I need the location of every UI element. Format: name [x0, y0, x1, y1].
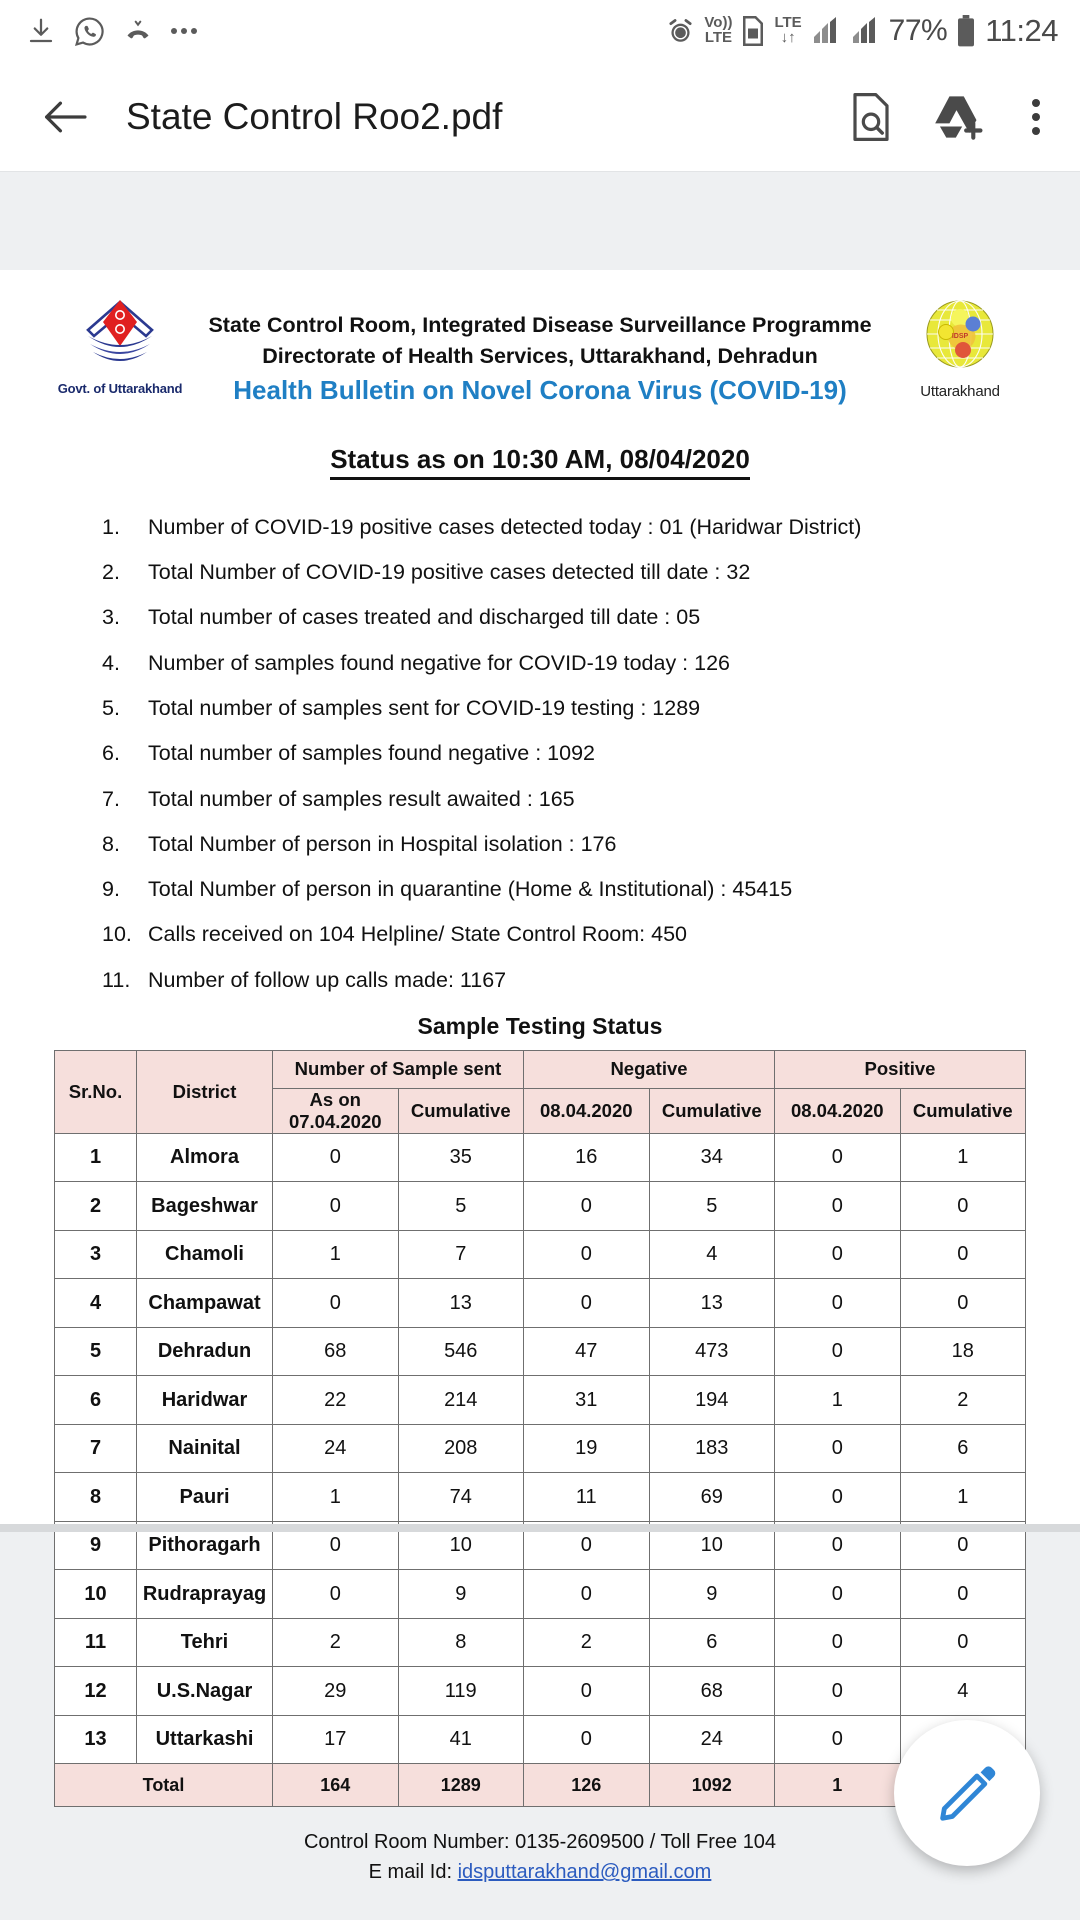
list-item-text: Total number of samples result awaited : 165 [148, 786, 575, 811]
battery-icon [956, 15, 976, 47]
cell-sent-cum: 208 [398, 1424, 524, 1473]
cell-pos-day: 1 [775, 1376, 901, 1425]
cell-sr: 13 [55, 1715, 137, 1764]
cell-sent-day: 22 [273, 1376, 399, 1425]
bulletin-title: Health Bulletin on Novel Corona Virus (COVID-19) [233, 375, 847, 406]
govt-uttarakhand-logo [54, 296, 186, 396]
cell-district: Pauri [137, 1473, 273, 1522]
list-item [102, 560, 1026, 586]
cell-pos-cum: 18 [900, 1327, 1026, 1376]
table-row [55, 1424, 1026, 1473]
sim-card-icon [741, 16, 765, 46]
list-item [102, 968, 1026, 994]
cell-pos-day: 0 [775, 1327, 901, 1376]
cell-neg-day: 2 [524, 1618, 650, 1667]
table-row [55, 1715, 1026, 1764]
list-item-text: Number of COVID-19 positive cases detected today : 01 (Haridwar District) [148, 514, 862, 539]
cell-total-label: Total [55, 1764, 273, 1807]
cell-sr: 8 [55, 1473, 137, 1522]
whatsapp-icon [74, 16, 105, 47]
col-sr-no: Sr.No. [55, 1050, 137, 1133]
cell-neg-day: 16 [524, 1133, 650, 1182]
cell-pos-cum: 6 [900, 1424, 1026, 1473]
cell-district: Almora [137, 1133, 273, 1182]
cell-sr: 6 [55, 1376, 137, 1425]
cell-sent-day: 0 [273, 1521, 399, 1570]
cell-sr: 10 [55, 1570, 137, 1619]
list-item-number: 11. [102, 967, 131, 992]
idsp-uttarakhand-logo [894, 296, 1026, 400]
govt-logo-caption: Govt. of Uttarakhand [57, 381, 183, 396]
status-bar-left [26, 15, 197, 47]
status-bar-right [666, 13, 1058, 49]
col-district: District [137, 1050, 273, 1133]
back-button[interactable] [34, 86, 96, 148]
cell-sr: 7 [55, 1424, 137, 1473]
table-row [55, 1327, 1026, 1376]
cell-sent-cum: 13 [398, 1279, 524, 1328]
cell-district: Tehri [137, 1618, 273, 1667]
table-row [55, 1279, 1026, 1328]
cell-sent-cum: 41 [398, 1715, 524, 1764]
more-options-button[interactable] [1018, 89, 1054, 145]
list-item-number: 1. [102, 514, 120, 539]
govt-emblem-icon [74, 296, 166, 374]
col-group-negative: Negative [524, 1050, 775, 1088]
table-head [55, 1050, 1026, 1133]
more-notifications-icon [171, 28, 197, 34]
document-header [54, 288, 1026, 410]
table-row [55, 1570, 1026, 1619]
list-item-number: 7. [102, 786, 120, 811]
cell-neg-day: 31 [524, 1376, 650, 1425]
col-sent-cumulative: Cumulative [398, 1088, 524, 1133]
cell-sent-day: 0 [273, 1182, 399, 1231]
list-item-number: 9. [102, 877, 120, 902]
cell-neg-day: 0 [524, 1230, 650, 1279]
cell-pos-day: 0 [775, 1521, 901, 1570]
cell-total-neg-day: 126 [524, 1764, 650, 1807]
list-item-text: Total Number of person in Hospital isolation : 176 [148, 831, 617, 856]
idsp-globe-icon [919, 296, 1001, 374]
cell-total-neg-cum: 1092 [649, 1764, 775, 1807]
cell-sent-cum: 5 [398, 1182, 524, 1231]
cell-neg-cum: 473 [649, 1327, 775, 1376]
app-bar-actions [842, 88, 1054, 146]
cell-sent-cum: 9 [398, 1570, 524, 1619]
table-row [55, 1182, 1026, 1231]
cell-sent-day: 0 [273, 1570, 399, 1619]
cell-pos-cum: 1 [900, 1133, 1026, 1182]
cell-sent-cum: 546 [398, 1327, 524, 1376]
cell-pos-cum: 0 [900, 1570, 1026, 1619]
cell-total-sent-day: 164 [273, 1764, 399, 1807]
cell-neg-cum: 68 [649, 1667, 775, 1716]
table-total-row [55, 1764, 1026, 1807]
cell-sent-day: 29 [273, 1667, 399, 1716]
page-title: State Control Roo2.pdf [126, 95, 503, 137]
cell-sent-day: 0 [273, 1133, 399, 1182]
cell-neg-cum: 4 [649, 1230, 775, 1279]
cell-sr: 3 [55, 1230, 137, 1279]
signal-bars-icon [850, 17, 880, 45]
pdf-viewer[interactable] [0, 172, 1080, 1920]
cell-pos-day: 0 [775, 1667, 901, 1716]
table-foot [55, 1764, 1026, 1807]
facts-list [54, 515, 1026, 994]
list-item-text: Total number of samples found negative : 1092 [148, 741, 596, 766]
list-item [102, 696, 1026, 722]
email-line [54, 1857, 1026, 1887]
status-as-on [54, 444, 1026, 475]
cell-pos-cum: 0 [900, 1618, 1026, 1667]
document-footer [54, 1827, 1026, 1901]
col-sent-day: As on 07.04.2020 [273, 1088, 399, 1133]
cell-district: U.S.Nagar [137, 1667, 273, 1716]
search-document-button[interactable] [842, 88, 900, 146]
cell-pos-cum: 0 [900, 1182, 1026, 1231]
cell-pos-day: 0 [775, 1473, 901, 1522]
cell-sent-day: 2 [273, 1618, 399, 1667]
list-item [102, 605, 1026, 631]
cell-neg-cum: 10 [649, 1521, 775, 1570]
cell-neg-day: 0 [524, 1570, 650, 1619]
list-item-number: 8. [102, 831, 120, 856]
drive-add-icon [932, 93, 986, 141]
cell-sent-day: 1 [273, 1473, 399, 1522]
col-negative-day: 08.04.2020 [524, 1088, 650, 1133]
list-item [102, 922, 1026, 948]
status-bar [0, 0, 1080, 62]
cell-sent-cum: 119 [398, 1667, 524, 1716]
cell-neg-cum: 183 [649, 1424, 775, 1473]
table-row [55, 1473, 1026, 1522]
table-row [55, 1133, 1026, 1182]
cell-sent-day: 68 [273, 1327, 399, 1376]
cell-sr: 1 [55, 1133, 137, 1182]
cell-neg-day: 0 [524, 1279, 650, 1328]
cell-district: Dehradun [137, 1327, 273, 1376]
email-label: E mail Id: [368, 1861, 458, 1884]
list-item-number: 10. [102, 922, 132, 947]
list-item [102, 651, 1026, 677]
list-item [102, 787, 1026, 813]
idsp-logo-caption: Uttarakhand [920, 383, 1000, 400]
cell-pos-day: 0 [775, 1182, 901, 1231]
list-item-text: Total number of samples sent for COVID-19 testing : 1289 [148, 695, 701, 720]
cell-district: Uttarkashi [137, 1715, 273, 1764]
cell-neg-day: 11 [524, 1473, 650, 1522]
table-title: Sample Testing Status [417, 1012, 663, 1039]
cell-sent-cum: 74 [398, 1473, 524, 1522]
volte-icon: Vo)) LTE [704, 14, 733, 46]
col-positive-day: 08.04.2020 [775, 1088, 901, 1133]
cell-neg-cum: 13 [649, 1279, 775, 1328]
list-item-text: Number of samples found negative for COVID-19 today : 126 [148, 650, 731, 675]
col-group-positive: Positive [775, 1050, 1026, 1088]
cell-neg-cum: 9 [649, 1570, 775, 1619]
cell-pos-cum: 1 [900, 1473, 1026, 1522]
cell-sent-cum: 35 [398, 1133, 524, 1182]
cell-pos-cum: 2 [900, 1376, 1026, 1425]
cell-pos-cum: 4 [900, 1667, 1026, 1716]
cell-total-pos-day: 1 [775, 1764, 901, 1807]
cell-neg-day: 0 [524, 1182, 650, 1231]
cell-pos-day: 0 [775, 1618, 901, 1667]
list-item-text: Number of follow up calls made: 1167 [148, 967, 507, 992]
cell-pos-day: 0 [775, 1133, 901, 1182]
table-row [55, 1667, 1026, 1716]
document-header-text [186, 296, 894, 410]
save-to-drive-button[interactable] [930, 88, 988, 146]
header-line-1: State Control Room, Integrated Disease Surveillance Programme [208, 313, 872, 337]
edit-pdf-fab[interactable] [894, 1720, 1040, 1866]
cell-neg-cum: 34 [649, 1133, 775, 1182]
cell-total-sent-cum: 1289 [398, 1764, 524, 1807]
status-as-on-text: Status as on 10:30 AM, 08/04/2020 [330, 444, 750, 480]
cell-district: Pithoragarh [137, 1521, 273, 1570]
download-icon [26, 15, 56, 47]
list-item [102, 877, 1026, 903]
col-positive-cumulative: Cumulative [900, 1088, 1026, 1133]
table-body [55, 1133, 1026, 1764]
cell-pos-cum: 0 [900, 1230, 1026, 1279]
alarm-icon [666, 17, 695, 46]
svg-text:IDSP: IDSP [951, 333, 969, 340]
cell-neg-cum: 24 [649, 1715, 775, 1764]
header-line-2: Directorate of Health Services, Uttarakhand, Dehradun [262, 343, 818, 368]
cell-sent-cum: 10 [398, 1521, 524, 1570]
cell-pos-day: 0 [775, 1424, 901, 1473]
cell-sent-cum: 8 [398, 1618, 524, 1667]
col-negative-cumulative: Cumulative [649, 1088, 775, 1133]
email-link[interactable]: idsputtarakhand@gmail.com [457, 1861, 712, 1884]
sample-testing-table [54, 1050, 1026, 1808]
missed-call-icon [123, 17, 153, 45]
list-item-number: 4. [102, 650, 120, 675]
cell-neg-day: 0 [524, 1521, 650, 1570]
cell-pos-cum: 0 [900, 1279, 1026, 1328]
cell-sr: 11 [55, 1618, 137, 1667]
col-group-sample-sent: Number of Sample sent [273, 1050, 524, 1088]
cell-district: Rudraprayag [137, 1570, 273, 1619]
cell-sr: 4 [55, 1279, 137, 1328]
cell-district: Bageshwar [137, 1182, 273, 1231]
page-separator [0, 1524, 1080, 1532]
cell-neg-cum: 69 [649, 1473, 775, 1522]
cell-sr: 5 [55, 1327, 137, 1376]
list-item-number: 3. [102, 605, 120, 630]
list-item-number: 6. [102, 741, 120, 766]
list-item-text: Total Number of COVID-19 positive cases detected till date : 32 [148, 560, 751, 585]
cell-district: Chamoli [137, 1230, 273, 1279]
table-row [55, 1618, 1026, 1667]
table-row [55, 1376, 1026, 1425]
table-header-row-groups [55, 1050, 1026, 1088]
list-item-text: Total Number of person in quarantine (Home & Institutional) : 45415 [148, 877, 793, 902]
clock: 11:24 [985, 13, 1058, 48]
cell-sent-cum: 7 [398, 1230, 524, 1279]
battery-percent: 77% [888, 14, 948, 47]
cell-sr: 2 [55, 1182, 137, 1231]
cell-neg-cum: 6 [649, 1618, 775, 1667]
lte-data-icon: LTE ↓↑ [774, 14, 802, 46]
cell-sr: 9 [55, 1521, 137, 1570]
list-item [102, 832, 1026, 858]
cell-sent-day: 17 [273, 1715, 399, 1764]
cell-pos-cum: 0 [900, 1521, 1026, 1570]
cell-neg-day: 19 [524, 1424, 650, 1473]
list-item [102, 741, 1026, 767]
cell-sent-day: 24 [273, 1424, 399, 1473]
cell-pos-day: 0 [775, 1570, 901, 1619]
list-item [102, 515, 1026, 541]
cell-district: Champawat [137, 1279, 273, 1328]
cell-sent-day: 1 [273, 1230, 399, 1279]
cell-neg-cum: 5 [649, 1182, 775, 1231]
control-room-number: Control Room Number: 0135-2609500 / Toll Free 104 [303, 1831, 777, 1854]
back-arrow-icon [42, 98, 88, 136]
pencil-icon [933, 1759, 1001, 1827]
cell-sent-day: 0 [273, 1279, 399, 1328]
list-item-text: Calls received on 104 Helpline/ State Control Room: 450 [148, 922, 687, 947]
cell-pos-day: 0 [775, 1230, 901, 1279]
cell-district: Nainital [137, 1424, 273, 1473]
cell-neg-day: 47 [524, 1327, 650, 1376]
pdf-page [0, 270, 1080, 1884]
table-row [55, 1230, 1026, 1279]
search-icon [850, 93, 892, 141]
cell-district: Haridwar [137, 1376, 273, 1425]
cell-pos-day: 0 [775, 1279, 901, 1328]
list-item-text: Total number of cases treated and discharged till date : 05 [148, 605, 701, 630]
list-item-number: 2. [102, 560, 120, 585]
signal-bars-icon [811, 17, 841, 45]
cell-neg-cum: 194 [649, 1376, 775, 1425]
cell-neg-day: 0 [524, 1715, 650, 1764]
list-item-number: 5. [102, 695, 120, 720]
cell-pos-day: 0 [775, 1715, 901, 1764]
app-bar [0, 62, 1080, 172]
cell-sr: 12 [55, 1667, 137, 1716]
cell-neg-day: 0 [524, 1667, 650, 1716]
cell-sent-cum: 214 [398, 1376, 524, 1425]
